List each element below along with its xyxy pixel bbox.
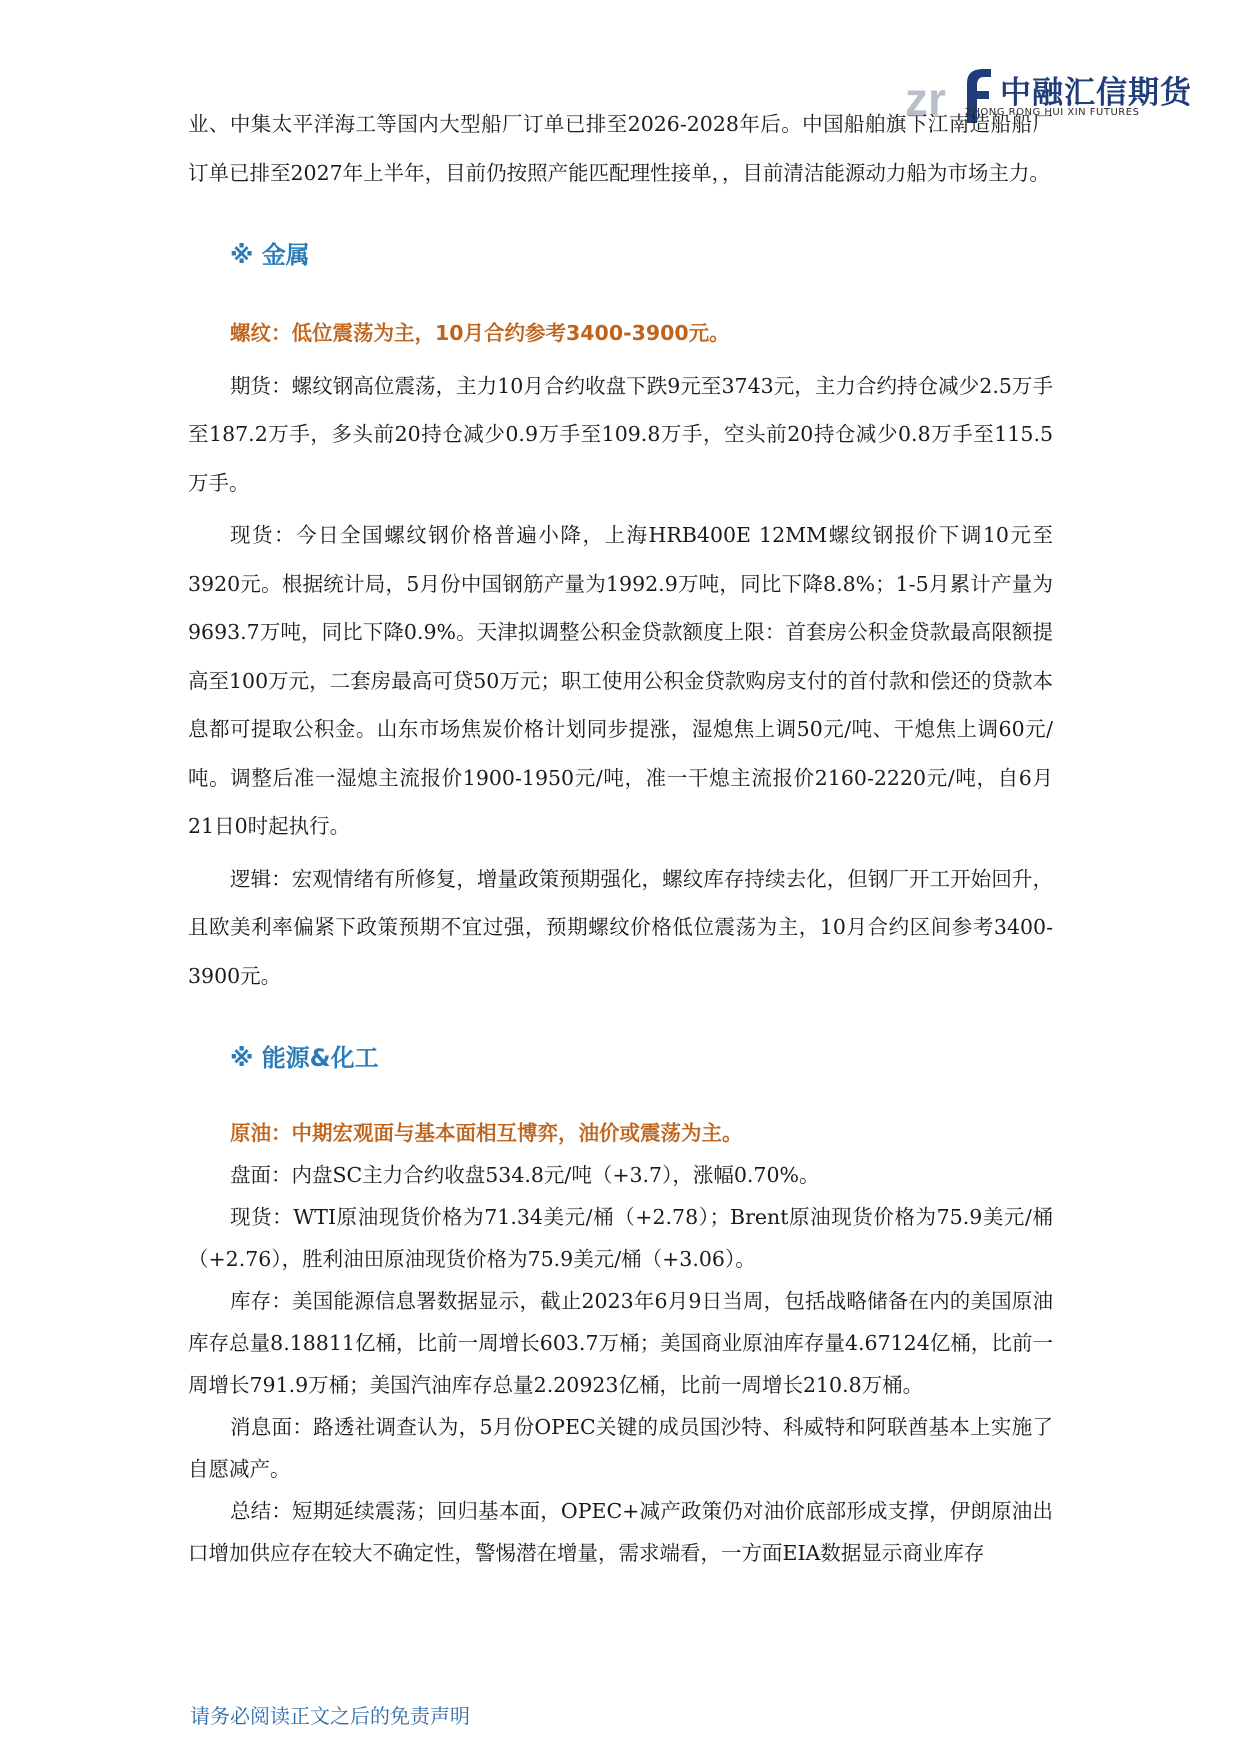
intro-paragraph: 业、中集太平洋海工等国内大型船厂订单已排至2026-2028年后。中国船舶旗下江南造船船厂订单已排至2027年上半年，目前仍按照产能匹配理性接单，，目前清洁能源动力船为市场主力。 [188, 112, 1053, 185]
crude-oil-block [188, 1112, 1053, 1574]
section-title-energy: ※ 能源&化工 [230, 1044, 379, 1072]
crude-summary-paragraph: 总结：短期延续震荡；回归基本面，OPEC+减产政策仍对油价底部形成支撑，伊朗原油出口增加供应存在较大不确定性，警惕潜在增量，需求端看，一方面EIA数据显示商业库存 [188, 1499, 1053, 1565]
crude-spot-paragraph: 现货：WTI原油现货价格为71.34美元/桶（+2.78）；Brent原油现货价格为75.9美元/桶（+2.76），胜利油田原油现货价格为75.9美元/桶（+3.06）。 [188, 1205, 1053, 1271]
disclaimer-footer: 请务必阅读正文之后的免责声明 [190, 1704, 470, 1728]
logo-chinese-name: 中融汇信期货 [1000, 75, 1192, 111]
report-body [188, 100, 1053, 1574]
rebar-headline: 螺纹：低位震荡为主，10月合约参考3400-3900元。 [230, 321, 730, 345]
rebar-futures-paragraph: 期货：螺纹钢高位震荡，主力10月合约收盘下跌9元至3743元，主力合约持仓减少2.5万手至187.2万手，多头前20持仓减少0.9万手至109.8万手，空头前20持仓减少0.8万手至115.5万手。 [188, 373, 1053, 495]
rebar-logic-paragraph: 逻辑：宏观情绪有所修复，增量政策预期强化，螺纹库存持续去化，但钢厂开工开始回升，且欧美利率偏紧下政策预期不宜过强，预期螺纹价格低位震荡为主，10月合约区间参考3400-3900元。 [188, 866, 1053, 988]
crude-inventory-paragraph: 库存：美国能源信息署数据显示，截止2023年6月9日当周，包括战略储备在内的美国原油库存总量8.18811亿桶，比前一周增长603.7万桶；美国商业原油库存量4.67124亿桶，比前一周增长791.9万桶；美国汽油库存总量2.20923亿桶，比前一周增长210.8万桶。 [188, 1289, 1053, 1397]
logo-english-name: ZHONG RONG HUI XIN FUTURES [965, 107, 1140, 118]
svg-text:zr: zr [905, 73, 946, 125]
crude-headline: 原油：中期宏观面与基本面相互博弈，油价或震荡为主。 [230, 1121, 743, 1145]
crude-market-paragraph: 盘面：内盘SC主力合约收盘534.8元/吨（+3.7），涨幅0.70%。 [230, 1163, 820, 1187]
crude-news-paragraph: 消息面：路透社调查认为，5月份OPEC关键的成员国沙特、科威特和阿联酋基本上实施了自愿减产。 [188, 1415, 1053, 1481]
rebar-spot-paragraph: 现货：今日全国螺纹钢价格普遍小降，上海HRB400E 12MM螺纹钢报价下调10元至3920元。根据统计局，5月份中国钢筋产量为1992.9万吨，同比下降8.8%；1-5月累计产量为9693.7万吨，同比下降0.9%。天津拟调整公积金贷款额度上限：首套房公积金贷款最高限额提高至100万元，二套房最高可贷50万元；职工使用公积金贷款购房支付的首付款和偿还的贷款本息都可提取公积金。山东市场焦炭价格计划同步提涨，湿熄焦上调50元/吨、干熄焦上调60元/吨。调整后准一湿熄主流报价1900-1950元/吨，准一干熄主流报价2160-2220元/吨，自6月21日0时起执行。 [188, 523, 1053, 838]
section-title-metals: ※ 金属 [230, 241, 310, 269]
